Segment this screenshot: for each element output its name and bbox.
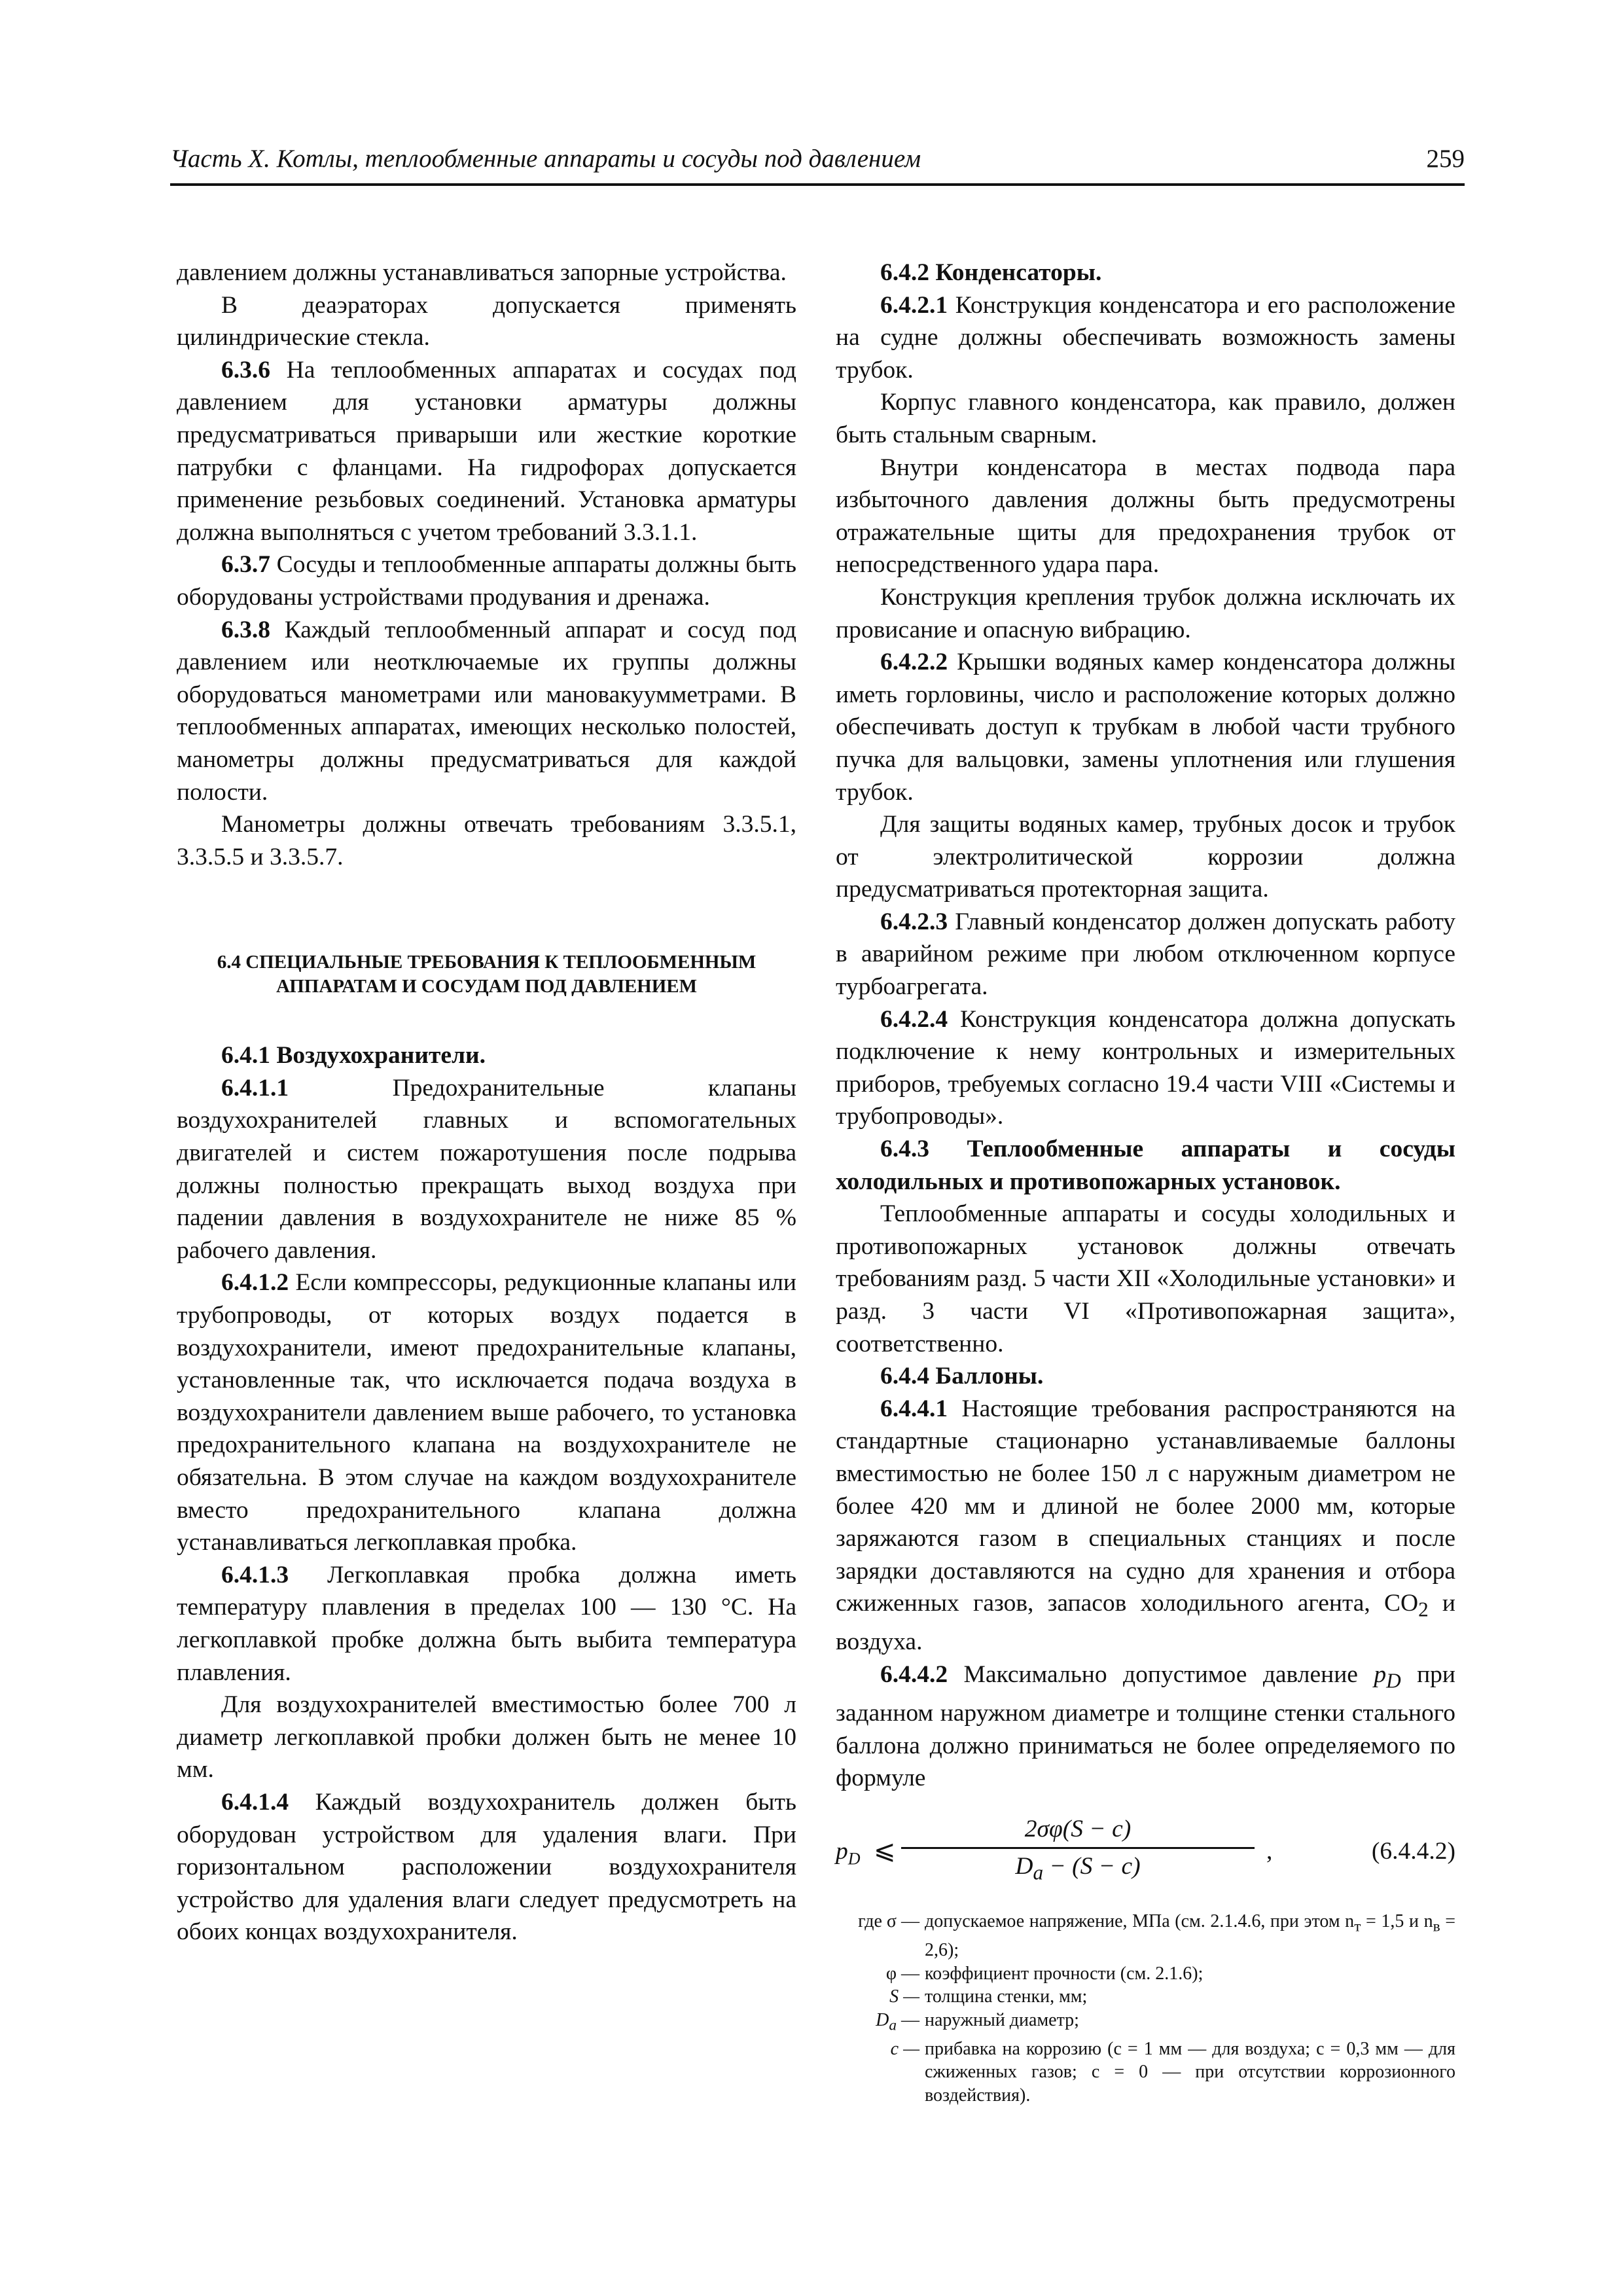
clause-6-4-4-1 <box>836 1393 1455 1659</box>
formula-comma: , <box>1266 1837 1273 1865</box>
clause-6-4-1-3 <box>177 1559 796 1689</box>
clause-6-4-2-1 <box>836 289 1455 387</box>
clause-number: 6.4.2.1 <box>880 291 948 319</box>
page-header <box>170 143 1465 186</box>
formula-6-4-4-2 <box>836 1809 1455 1895</box>
formula-denominator <box>901 1849 1255 1889</box>
legend-symbol <box>836 2009 919 2037</box>
clause-number: 6.4.4.2 <box>880 1661 948 1689</box>
subsection-title: 6.4.1 Воздухохранители. <box>221 1042 486 1069</box>
paragraph: Внутри конденсатора в местах подвода пара избыточного давления должны быть предусмотрены отражательные щиты для предохранения трубок от непосредственного удара пара. <box>836 454 1455 579</box>
clause-text: и воздуха. <box>836 1590 1455 1656</box>
legend-subscript: т <box>1354 1918 1361 1935</box>
formula-lhs-subscript: D <box>847 1849 861 1869</box>
clause-6-4-4-2 <box>836 1659 1455 1795</box>
right-column <box>836 257 1455 2107</box>
clause-6-4-2-4 <box>836 1003 1455 1133</box>
clause-text: Каждый теплообменный аппарат и сосуд под давлением или неотключаемые их группы должны оборудоваться манометрами или мановакуумметрами. В теплообменных аппаратах, имеющих несколько полостей, манометры должны предусматриваться для каждой полости. <box>177 616 796 806</box>
paragraph: Манометры должны отвечать требованиям 3.3.5.1, 3.3.5.5 и 3.3.5.7. <box>177 811 796 870</box>
clause-text: Главный конденсатор должен допускать работу в аварийном режиме при любом отключенном корпусе турбоагрегата. <box>836 908 1455 1001</box>
clause-text: Максимально допустимое давление <box>948 1661 1374 1689</box>
paragraph: Конструкция крепления трубок должна исключать их провисание и опасную вибрацию. <box>836 583 1455 643</box>
formula-fraction <box>901 1813 1255 1889</box>
formula-denominator-symbol: D <box>1015 1852 1033 1880</box>
subscript: 2 <box>1418 1598 1429 1621</box>
clause-number: 6.3.7 <box>221 551 270 579</box>
legend-symbol: S — <box>889 1986 919 2007</box>
clause-6-3-7 <box>177 548 796 613</box>
formula-label: (6.4.4.2) <box>1371 1837 1455 1865</box>
legend-text-part: допускаемое напряжение, МПа (см. 2.1.4.6, при этом n <box>925 1910 1355 1931</box>
formula-relation: ⩽ <box>874 1835 896 1865</box>
clause-number: 6.4.1.2 <box>221 1269 289 1297</box>
variable-p: p <box>1374 1661 1387 1689</box>
legend-row <box>836 1985 1455 2009</box>
legend-text <box>919 1910 1455 1962</box>
legend-subscript: a <box>889 2017 897 2034</box>
legend-row <box>836 1910 1455 1962</box>
legend-row <box>836 1962 1455 1986</box>
left-column <box>177 257 796 1948</box>
legend-row <box>836 2009 1455 2037</box>
paragraph: В деаэраторах допускается применять цилиндрические стекла. <box>177 291 796 351</box>
clause-6-4-1-4 <box>177 1786 796 1948</box>
clause-number: 6.4.4.1 <box>880 1395 948 1422</box>
header-title: Часть X. Котлы, теплообменные аппараты и сосуды под давлением <box>170 145 921 173</box>
clause-6-3-8 <box>177 614 796 809</box>
clause-number: 6.4.2.2 <box>880 649 948 676</box>
clause-6-4-2-3 <box>836 906 1455 1003</box>
legend-row <box>836 2037 1455 2108</box>
legend-text: коэффициент прочности (см. 2.1.6); <box>925 1963 1204 1984</box>
legend-text: прибавка на коррозию (c = 1 мм — для воздуха; c = 0,3 мм — для сжиженных газов; c = 0 — при отсутствии коррозионного воздействия). <box>925 2038 1455 2106</box>
formula-denominator-subscript: a <box>1033 1861 1044 1884</box>
clause-6-4-1-2 <box>177 1266 796 1558</box>
paragraph: Для воздухохранителей вместимостью более 700 л диаметр легкоплавкой пробки должен быть не менее 10 мм. <box>177 1691 796 1784</box>
formula-denominator-rest: − (S − c) <box>1043 1852 1141 1880</box>
clause-text: Крышки водяных камер конденсатора должны иметь горловины, число и расположение которых должно обеспечивать доступ к трубкам в любой части трубного пучка для вальцовки, замены уплотнения или глушения трубок. <box>836 649 1455 806</box>
legend-symbol-part: D <box>876 2009 889 2030</box>
legend-symbol-part: — <box>897 2009 919 2030</box>
clause-text: Конструкция конденсатора должна допускать подключение к нему контрольных и измерительных приборов, требуемых согласно 19.4 части VIII «Системы и трубопроводы». <box>836 1005 1455 1130</box>
clause-text: при заданном наружном диаметре и толщине стенки стального баллона должно приниматься не более определяемого по формуле <box>836 1661 1455 1792</box>
clause-text: Сосуды и теплообменные аппараты должны быть оборудованы устройствами продувания и дренажа. <box>177 551 796 611</box>
clause-6-4-1-1 <box>177 1072 796 1267</box>
legend-text-part: = 2,6); <box>925 1910 1456 1960</box>
clause-number: 6.3.8 <box>221 616 270 643</box>
paragraph: давлением должны устанавливаться запорные устройства. <box>177 259 787 286</box>
page-number: 259 <box>1426 145 1465 173</box>
subsection-title: 6.4.4 Баллоны. <box>880 1363 1044 1390</box>
clause-number: 6.3.6 <box>221 356 270 384</box>
clause-text: На теплообменных аппаратах и сосудах под давлением для установки арматуры должны предусматриваться приварыши или жесткие короткие патрубки с фланцами. На гидрофорах допускается применение резьбовых соединений. Установка арматуры должна выполняться с учетом требований 3.3.1.1. <box>177 356 796 546</box>
legend-text: наружный диаметр; <box>925 2009 1079 2030</box>
clause-number: 6.4.1.1 <box>221 1074 289 1102</box>
clause-text: Настоящие требования распространяются на стандартные стационарно устанавливаемые баллоны вместимостью не более 150 л с наружным диаметром не более 420 мм и длиной не более 2000 мм, которые заряжаются газом в специальных станциях и после зарядки доставляются на судно для хранения и отбора сжиженных газов, запасов холодильного агента, CO <box>836 1395 1455 1617</box>
section-heading: 6.4 СПЕЦИАЛЬНЫЕ ТРЕБОВАНИЯ К ТЕПЛООБМЕННЫМ АППАРАТАМ И СОСУДАМ ПОД ДАВЛЕНИЕМ <box>217 952 757 997</box>
clause-text: Легкоплавкая пробка должна иметь температуру плавления в пределах 100 — 130 °C. На легкоплавкой пробке должна быть выбита температура плавления. <box>177 1561 796 1686</box>
paragraph: Теплообменные аппараты и сосуды холодильных и противопожарных установок должны отвечать требованиям разд. 5 части XII «Холодильные установки» и разд. 3 части VI «Противопожарная защита», соответственно. <box>836 1200 1455 1357</box>
formula-lhs <box>836 1835 861 1875</box>
clause-number: 6.4.2.3 <box>880 908 948 935</box>
paragraph: Корпус главного конденсатора, как правило, должен быть стальным сварным. <box>836 389 1455 448</box>
clause-text: Каждый воздухохранитель должен быть оборудован устройством для удаления влаги. При горизонтальном расположении воздухохранителя устройство для удаления влаги следует предусмотреть на обоих концах воздухохранителя. <box>177 1788 796 1946</box>
legend-symbol: где σ — <box>858 1910 919 1931</box>
clause-text: Если компрессоры, редукционные клапаны или трубопроводы, от которых воздух подается в воздухохранители, имеют предохранительные клапаны, установленные так, что исключается подача воздуха в воздухохранители давлением выше рабочего, то установка предохранительного клапана на воздухохранителе не обязательна. В этом случае на каждом воздухохранителе вместо предохранительного клапана должна устанавливаться легкоплавкая пробка. <box>177 1269 796 1556</box>
clause-text: Конструкция конденсатора и его расположение на судне должны обеспечивать возможность замены трубок. <box>836 291 1455 384</box>
subsection-title: 6.4.2 Конденсаторы. <box>880 259 1102 286</box>
formula-numerator: 2σφ(S − c) <box>1024 1815 1132 1842</box>
legend-text-part: = 1,5 и n <box>1361 1910 1433 1931</box>
clause-6-3-6 <box>177 354 796 549</box>
formula-legend <box>836 1910 1455 2107</box>
clause-number: 6.4.2.4 <box>880 1005 948 1033</box>
legend-symbol: φ — <box>885 1963 919 1984</box>
clause-6-4-2-2 <box>836 646 1455 808</box>
paragraph: Для защиты водяных камер, трубных досок и трубок от электролитической коррозии должна предусматриваться протекторная защита. <box>836 811 1455 903</box>
subsection-title: 6.4.3 Теплообменные аппараты и сосуды холодильных и противопожарных установок. <box>836 1136 1455 1195</box>
legend-subscript: в <box>1433 1918 1440 1935</box>
formula-lhs-symbol: p <box>836 1837 848 1865</box>
clause-number: 6.4.1.3 <box>221 1561 289 1588</box>
clause-number: 6.4.1.4 <box>221 1788 289 1816</box>
clause-text: Предохранительные клапаны воздухохранителей главных и вспомогательных двигателей и систем пожаротушения после подрыва должны полностью прекращать выход воздуха при падении давления в воздухохранителе не ниже 85 % рабочего давления. <box>177 1074 796 1264</box>
subscript: D <box>1386 1669 1401 1693</box>
legend-text: толщина стенки, мм; <box>925 1986 1088 2007</box>
legend-symbol: c — <box>890 2038 919 2059</box>
